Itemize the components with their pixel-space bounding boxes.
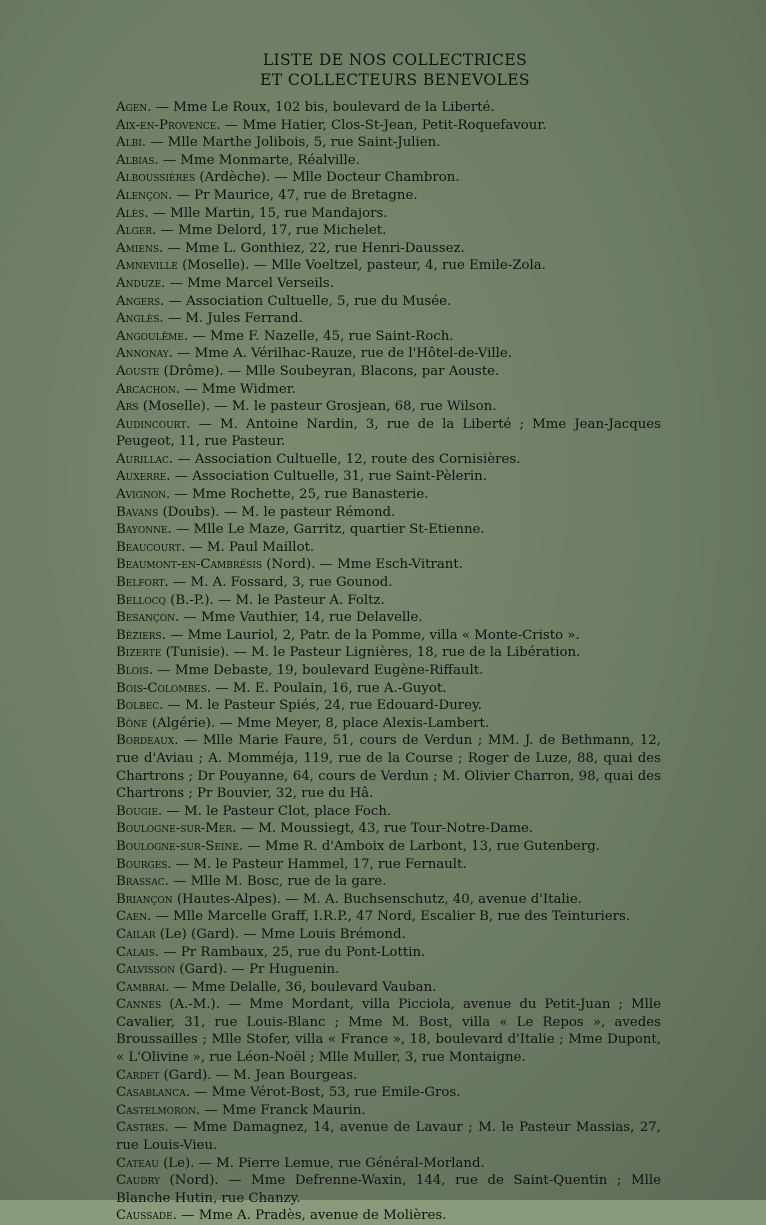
entry-details: — M. E. Poulain, 16, rue A.-Guyot. — [211, 680, 447, 696]
list-item — [116, 257, 661, 275]
list-item — [116, 574, 661, 592]
entry-place: Cateau — [116, 1155, 159, 1171]
entry-place: Cardet — [116, 1067, 160, 1083]
list-item — [116, 240, 661, 258]
entry-place: Aix-en-Provence. — [116, 117, 221, 133]
entry-details: — Association Cultuelle, 12, route des Cornisières. — [173, 451, 521, 467]
entry-details: — Association Cultuelle, 31, rue Saint-Pèlerin. — [170, 469, 487, 485]
list-item — [116, 680, 661, 698]
entry-place: Alboussières — [116, 170, 196, 186]
entry-details: — Mme A. Pradès, avenue de Molières. — [176, 1208, 447, 1224]
entry-details: — Mme Damagnez, 14, avenue de Lavaur ; M. le Pasteur Massias, 27, rue Louis-Vieu. — [116, 1120, 661, 1154]
collector-list — [116, 99, 661, 1225]
entry-place: Bône — [116, 715, 148, 731]
entry-details: (Le). — M. Pierre Lemue, rue Général-Morland. — [158, 1155, 485, 1171]
list-item — [116, 697, 661, 715]
list-item — [116, 715, 661, 733]
entry-place: Aouste — [116, 363, 160, 379]
entry-place: Caussade. — [116, 1208, 177, 1224]
entry-details: — M. Jules Ferrand. — [163, 311, 303, 327]
entry-place: Calais. — [116, 944, 160, 960]
list-item — [116, 345, 661, 363]
list-item — [116, 381, 661, 399]
list-item — [116, 1155, 661, 1173]
entry-details: — Mlle Marie Faure, 51, cours de Verdun ; MM. J. de Bethmann, 12, rue d'Aviau ; A. Momméja, 119, rue de la Course ; Roger de Luze, 88, quai des Chartrons ; Dr Pouyanne, 64, cours de Verdun ; M. Olivier Charron, 98, quai des Chartrons ; Pr Bouvier, 32, rue du Hâ. — [116, 733, 661, 802]
heading-line-2: ET COLLECTEURS BENEVOLES — [260, 71, 530, 89]
entry-place: Angers. — [116, 293, 165, 309]
entry-place: Annonay. — [116, 346, 173, 362]
entry-place: Cannes — [116, 997, 162, 1013]
entry-details: — Mlle Le Maze, Garritz, quartier St-Etienne. — [171, 522, 485, 538]
entry-details: (Tunisie). — M. le Pasteur Lignières, 18, rue de la Libération. — [161, 645, 581, 661]
entry-place: Calvisson — [116, 962, 176, 978]
entry-place: Brassac. — [116, 874, 169, 890]
entry-details: (A.-M.). — Mme Mordant, villa Picciola, avenue du Petit-Juan ; Mlle Cavalier, 31, rue Louis-Blanc ; Mme M. Bost, villa « Le Repos », avedes Broussailles ; Mlle Stofer, villa « France », 18, boulevard d'Italie ; Mme Dupont, « L'Olivine », rue Léon-Noël ; Mlle Muller, 3, rue Montaigne. — [116, 997, 661, 1066]
entry-details: — Mme Debaste, 19, boulevard Eugène-Riffault. — [153, 663, 484, 678]
list-item — [116, 521, 661, 539]
entry-place: Cambrai. — [116, 979, 170, 995]
list-item — [116, 944, 661, 962]
entry-place: Castelmoron. — [116, 1102, 201, 1118]
list-item — [116, 398, 661, 416]
list-item — [116, 873, 661, 891]
entry-details: — Mme Hatier, Clos-St-Jean, Petit-Roquefavour. — [220, 117, 547, 133]
entry-details: — Mlle M. Bosc, rue de la gare. — [168, 874, 387, 890]
entry-details: — Mme Vauthier, 14, rue Delavelle. — [179, 610, 423, 626]
entry-details: — Mme Marcel Verseils. — [165, 275, 334, 291]
entry-place: Agen. — [116, 100, 152, 115]
list-item — [116, 1067, 661, 1085]
entry-place: Briançon — [116, 891, 173, 907]
entry-details: (Gard). — Pr Huguenin. — [175, 962, 340, 978]
entry-place: Cailar — [116, 926, 156, 942]
entry-details: (B.-P.). — M. le Pasteur A. Foltz. — [165, 592, 385, 608]
entry-details: — Mme Delord, 17, rue Michelet. — [156, 223, 387, 239]
entry-place: Bizerte — [116, 645, 162, 661]
list-item — [116, 152, 661, 170]
list-item — [116, 979, 661, 997]
entry-details: (Moselle). — M. le pasteur Grosjean, 68, rue Wilson. — [138, 399, 497, 415]
entry-details: — Mme Le Roux, 102 bis, boulevard de la Liberté. — [151, 100, 495, 115]
list-item — [116, 451, 661, 469]
list-item — [116, 908, 661, 926]
entry-details: (Moselle). — Mlle Voeltzel, pasteur, 4, rue Emile-Zola. — [177, 258, 546, 274]
list-item — [116, 169, 661, 187]
list-item — [116, 486, 661, 504]
entry-details: — Mme A. Vérilhac-Rauze, rue de l'Hôtel-de-Ville. — [172, 346, 512, 362]
heading-line-1: LISTE DE NOS COLLECTRICES — [262, 51, 528, 69]
entry-place: Bordeaux. — [116, 733, 179, 749]
list-item — [116, 134, 661, 152]
list-item — [116, 310, 661, 328]
entry-place: Bourges. — [116, 856, 172, 872]
entry-details: (Algérie). — Mme Meyer, 8, place Alexis-Lambert. — [147, 715, 490, 731]
entry-details: — Pr Maurice, 47, rue de Bretagne. — [172, 187, 418, 203]
list-item — [116, 838, 661, 856]
entry-place: Bolbec. — [116, 698, 164, 714]
list-item — [116, 891, 661, 909]
entry-place: Bayonne. — [116, 522, 172, 538]
entry-place: Caudry — [116, 1173, 160, 1189]
entry-details: — Mlle Marthe Jolibois, 5, rue Saint-Julien. — [145, 135, 441, 151]
list-item — [116, 820, 661, 838]
list-item — [116, 539, 661, 557]
entry-place: Alès. — [116, 205, 149, 221]
entry-place: Alençon. — [116, 187, 173, 203]
entry-details: — Mme R. d'Amboix de Larbont, 13, rue Gutenberg. — [243, 838, 600, 854]
entry-place: Bellocq — [116, 592, 166, 608]
entry-details: — M. le Pasteur Clot, place Foch. — [162, 803, 392, 819]
entry-place: Audincourt. — [116, 416, 191, 432]
entry-place: Bois-Colombes. — [116, 680, 212, 696]
list-item — [116, 328, 661, 346]
list-item — [116, 1119, 661, 1154]
entry-details: — Mme Monmarte, Réalville. — [158, 152, 360, 168]
entry-details: — Pr Rambaux, 25, rue du Pont-Lottin. — [159, 944, 426, 960]
list-item — [116, 627, 661, 645]
entry-details: (Le) (Gard). — Mme Louis Brémond. — [155, 926, 406, 942]
entry-place: Boulogne-sur-Seine. — [116, 838, 244, 854]
list-item — [116, 187, 661, 205]
entry-place: Albi. — [116, 135, 146, 151]
entry-details: — Mlle Marcelle Graff, I.R.P., 47 Nord, Escalier B, rue des Teinturiers. — [151, 909, 631, 925]
entry-details: — Mme Rochette, 25, rue Banasterie. — [170, 487, 429, 503]
list-item — [116, 416, 661, 451]
list-item — [116, 961, 661, 979]
entry-details: — Association Cultuelle, 5, rue du Musée. — [164, 293, 452, 309]
entry-details: — Mlle Martin, 15, rue Mandajors. — [148, 205, 388, 221]
entry-place: Alger. — [116, 223, 157, 239]
entry-details: — Mme L. Gonthiez, 22, rue Henri-Daussez. — [163, 240, 465, 256]
list-item — [116, 926, 661, 944]
entry-place: Avignon. — [116, 487, 171, 503]
entry-place: Anglès. — [116, 311, 164, 327]
entry-details: — Mme Vérot-Bost, 53, rue Emile-Gros. — [189, 1085, 461, 1101]
list-item — [116, 1207, 661, 1225]
entry-place: Beaucourt. — [116, 539, 186, 555]
list-item — [116, 996, 661, 1066]
entry-details: (Nord). — Mme Defrenne-Waxin, 144, rue de Saint-Quentin ; Mlle Blanche Hutin, rue Chanzy. — [116, 1173, 661, 1206]
entry-place: Beaumont-en-Cambrésis — [116, 557, 263, 573]
entry-details: — M. le Pasteur Spiés, 24, rue Edouard-Durey. — [163, 698, 482, 714]
entry-place: Blois. — [116, 663, 154, 678]
entry-place: Boulogne-sur-Mer. — [116, 821, 237, 837]
entry-place: Albias. — [116, 152, 159, 168]
entry-place: Arcachon. — [116, 381, 180, 397]
list-item — [116, 99, 661, 117]
list-item — [116, 556, 661, 574]
entry-details: — Mme Delalle, 36, boulevard Vauban. — [169, 979, 437, 995]
list-item — [116, 468, 661, 486]
entry-place: Castres. — [116, 1120, 169, 1136]
entry-details: (Doubs). — M. le pasteur Rémond. — [158, 504, 396, 520]
list-item — [116, 504, 661, 522]
list-item — [116, 293, 661, 311]
entry-place: Angoulême. — [116, 328, 189, 344]
page-heading — [12, 50, 766, 90]
entry-place: Ars — [116, 399, 139, 415]
list-item — [116, 275, 661, 293]
entry-place: Anduze. — [116, 275, 166, 291]
entry-details: — Mme F. Nazelle, 45, rue Saint-Roch. — [188, 328, 454, 344]
entry-place: Belfort. — [116, 575, 169, 591]
entry-place: Bougie. — [116, 803, 163, 819]
entry-place: Caen. — [116, 909, 152, 925]
entry-place: Bavans — [116, 504, 159, 520]
entry-details: (Ardèche). — Mlle Docteur Chambron. — [195, 170, 460, 186]
list-item — [116, 117, 661, 135]
entry-details: (Hautes-Alpes). — M. A. Buchsenschutz, 40, avenue d'Italie. — [172, 891, 583, 907]
entry-details: — Mme Lauriol, 2, Patr. de la Pomme, villa « Monte-Cristo ». — [165, 627, 580, 643]
entry-details: — Mme Widmer. — [179, 381, 296, 397]
list-item — [116, 803, 661, 821]
list-item — [116, 644, 661, 662]
list-item — [116, 856, 661, 874]
entry-place: Aurillac. — [116, 451, 174, 467]
list-item — [116, 222, 661, 240]
entry-place: Auxerre. — [116, 469, 171, 485]
entry-details: — Mme Franck Maurin. — [200, 1102, 366, 1118]
list-item — [116, 732, 661, 802]
entry-place: Besançon. — [116, 610, 180, 626]
entry-place: Casablanca. — [116, 1085, 190, 1101]
entry-details: — M. le Pasteur Hammel, 17, rue Fernault. — [171, 856, 467, 872]
entry-details: — M. A. Fossard, 3, rue Gounod. — [168, 575, 393, 591]
list-item — [116, 363, 661, 381]
entry-details: — M. Antoine Nardin, 3, rue de la Liberté ; Mme Jean-Jacques Peugeot, 11, rue Pasteur. — [116, 416, 661, 450]
entry-place: Béziers. — [116, 627, 166, 643]
list-item — [116, 1102, 661, 1120]
list-item — [116, 205, 661, 223]
entry-details: (Gard). — M. Jean Bourgeas. — [159, 1067, 358, 1083]
entry-details: — M. Moussiegt, 43, rue Tour-Notre-Dame. — [236, 821, 534, 837]
list-item — [116, 1172, 661, 1207]
list-item — [116, 609, 661, 627]
entry-details: — M. Paul Maillot. — [185, 539, 315, 555]
entry-place: Amneville — [116, 258, 178, 274]
entry-details: (Drôme). — Mlle Soubeyran, Blacons, par Aouste. — [159, 363, 500, 379]
list-item — [116, 662, 661, 680]
list-item — [116, 592, 661, 610]
entry-details: (Nord). — Mme Esch-Vitrant. — [262, 557, 463, 573]
list-item — [116, 1084, 661, 1102]
entry-place: Amiens. — [116, 240, 164, 256]
